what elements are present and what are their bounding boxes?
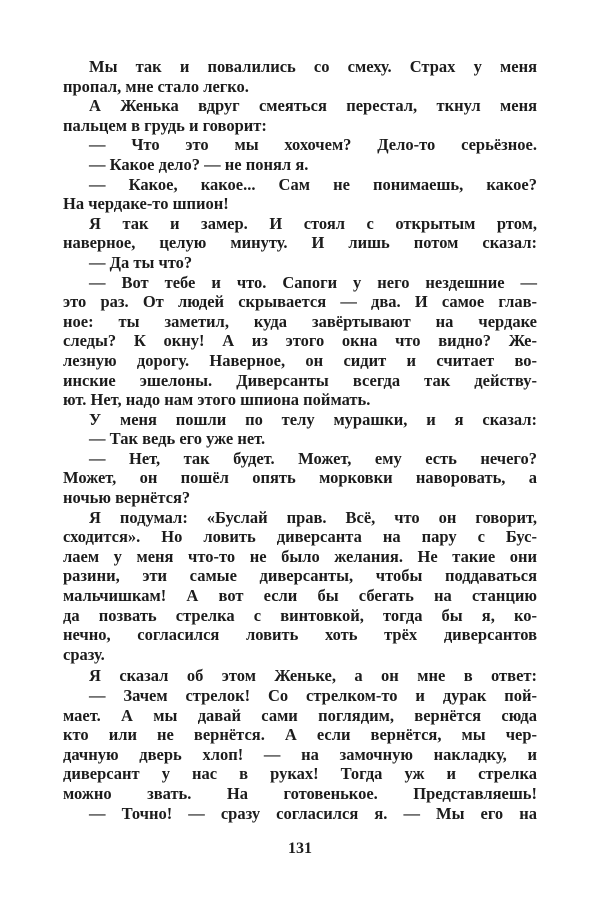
- text-line: да позвать стрелка с винтовкой, тогда бы я, ко-: [63, 605, 537, 625]
- text-line: — Так ведь его уже нет.: [89, 429, 266, 449]
- text-line: Может, он пошёл опять морковки наворовать, а: [63, 468, 537, 488]
- text-line: мальчишкам! А вот если бы сбегать на станцию: [63, 586, 537, 606]
- text-line: ночью вернётся?: [63, 488, 191, 508]
- text-line: дачную дверь хлоп! — на замочную накладку, и: [63, 744, 537, 764]
- text-line: — Нет, так будет. Может, ему есть нечего?: [89, 448, 537, 468]
- text-line: диверсант у нас в руках! Тогда уж и стрелка: [63, 764, 537, 784]
- page-body-text: [63, 57, 537, 823]
- text-line: — Что это мы хохочем? Дело-то серьёзное.: [89, 135, 537, 155]
- text-line: — Какое, какое... Сам не понимаешь, какое?: [89, 174, 537, 194]
- text-line: кто или не вернётся. А если вернётся, мы чер-: [63, 725, 537, 745]
- text-line: нечно, согласился ловить хоть трёх диверсантов: [63, 625, 537, 645]
- text-line: ное: ты заметил, куда завёртывают на чердаке: [63, 311, 537, 331]
- text-line: сразу.: [63, 644, 105, 664]
- text-line: Мы так и повалились со смеху. Страх у меня: [89, 57, 537, 76]
- text-line: Я сказал об этом Женьке, а он мне в ответ:: [89, 666, 537, 686]
- text-line: — Точно! — сразу согласился я. — Мы его на: [89, 803, 537, 823]
- text-line: можно звать. На готовенькое. Представляешь!: [63, 783, 537, 803]
- text-line: ют. Нет, надо нам этого шпиона поймать.: [63, 390, 371, 410]
- text-line: Я так и замер. И стоял с открытым ртом,: [89, 213, 537, 233]
- text-line: наверное, целую минуту. И лишь потом сказал:: [63, 233, 537, 253]
- text-line: мает. А мы давай сами поглядим, вернётся сюда: [63, 705, 537, 725]
- text-line: — Зачем стрелок! Со стрелком-то и дурак пой-: [89, 686, 537, 705]
- text-line: А Женька вдруг смеяться перестал, ткнул меня: [89, 96, 537, 116]
- text-line: разини, эти самые диверсанты, чтобы поддаваться: [63, 566, 537, 586]
- text-line: сходится». Но ловить диверсанта на пару с Бус-: [63, 527, 537, 547]
- text-line: На чердаке-то шпион!: [63, 194, 229, 214]
- text-line: У меня пошли по телу мурашки, и я сказал:: [89, 409, 537, 429]
- text-line: инские эшелоны. Диверсанты всегда так действу-: [63, 370, 537, 390]
- text-line: пропал, мне стало легко.: [63, 76, 249, 96]
- text-line: Я подумал: «Буслай прав. Всё, что он говорит,: [89, 507, 537, 527]
- text-line: — Какое дело? — не понял я.: [89, 154, 309, 174]
- text-line: лезную дорогу. Наверное, он сидит и считает во-: [63, 350, 537, 370]
- text-line: следы? К окну! А из этого окна что видно? Же-: [63, 331, 537, 351]
- text-line: — Да ты что?: [89, 252, 193, 272]
- text-line: лаем у меня что-то не было желания. Не такие они: [63, 546, 537, 566]
- page-number: 131: [288, 840, 312, 857]
- text-line: — Вот тебе и что. Сапоги у него нездешние —: [89, 272, 537, 292]
- text-line: пальцем в грудь и говорит:: [63, 115, 267, 135]
- text-line: это раз. От людей скрывается — два. И самое глав-: [63, 292, 537, 312]
